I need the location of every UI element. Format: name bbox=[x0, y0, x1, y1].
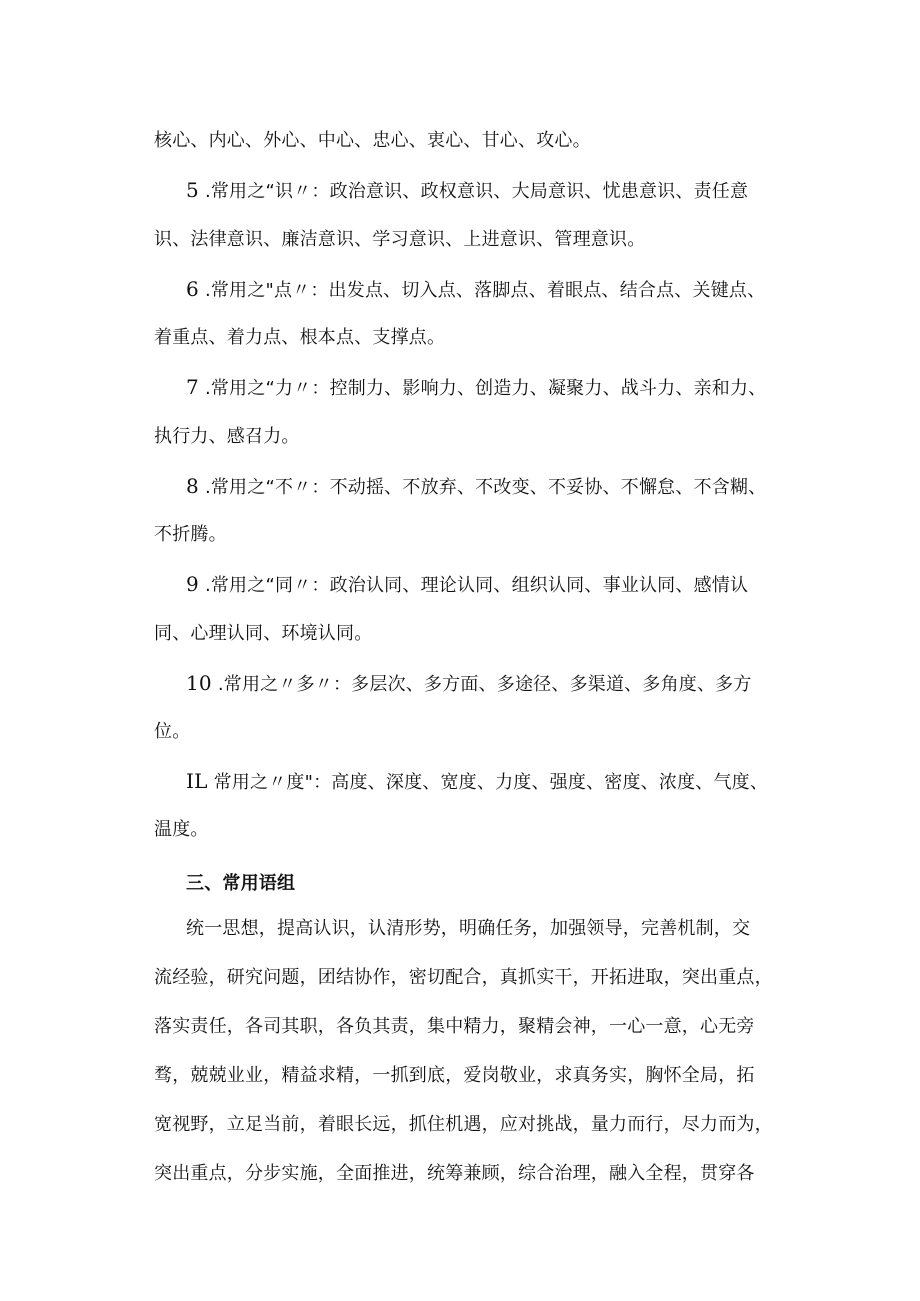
list-item-6-line-2: 着重点、着力点、根本点、支撑点。 bbox=[154, 327, 446, 348]
paragraph-line-6: 突出重点，分步实施，全面推进，统筹兼顾，综合治理，融入全程，贯穿各 bbox=[154, 1163, 755, 1184]
list-item-10-line-2: 位。 bbox=[154, 721, 191, 742]
list-item-10-line-1: 10 .常用之〃多〃：多层次、多方面、多途径、多渠道、多角度、多方 bbox=[186, 671, 752, 695]
paragraph-line-1: 统一思想，提高认识，认清形势，明确任务，加强领导，完善机制，交 bbox=[186, 918, 751, 939]
paragraph-line-2: 流经验，研究问题，团结协作，密切配合，真抓实干，开拓进取，突出重点， bbox=[154, 967, 773, 988]
paragraph-line-3: 落实责任，各司其职，各负其责，集中精力，聚精会神，一心一意，心无旁 bbox=[154, 1016, 755, 1037]
list-number: IL bbox=[186, 769, 208, 793]
list-item-5-line-1: 5 .常用之“识〃：政治意识、政权意识、大局意识、忧患意识、责任意 bbox=[186, 178, 749, 202]
section-heading: 三、常用语组 bbox=[186, 873, 296, 894]
list-number: 7 bbox=[186, 375, 199, 399]
list-item-9-line-2: 同、心理认同、环境认同。 bbox=[154, 623, 373, 644]
list-item-7-line-1: 7 .常用之“力〃：控制力、影响力、创造力、凝聚力、战斗力、亲和力、 bbox=[186, 375, 767, 399]
list-number: 5 bbox=[186, 178, 199, 202]
list-number: 10 bbox=[186, 671, 212, 695]
list-item-8-line-1: 8 .常用之“不〃：不动摇、不放弃、不改变、不妥协、不懈怠、不含糊、 bbox=[186, 474, 767, 498]
list-item-5-line-2: 识、法律意识、廉洁意识、学习意识、上进意识、管理意识。 bbox=[154, 229, 646, 250]
list-item-8-line-2: 不折腾。 bbox=[154, 524, 227, 545]
list-item-7-line-2: 执行力、感召力。 bbox=[154, 426, 300, 447]
list-number: 6 bbox=[186, 277, 199, 301]
list-number: 9 bbox=[186, 572, 199, 596]
list-number: 8 bbox=[186, 474, 199, 498]
list-item-11-line-1: IL 常用之〃度"：高度、深度、宽度、力度、强度、密度、浓度、气度、 bbox=[186, 769, 769, 793]
list-item-11-line-2: 温度。 bbox=[154, 819, 209, 840]
text-line-1: 核心、内心、外心、中心、忠心、衷心、甘心、攻心。 bbox=[154, 130, 591, 151]
paragraph-line-5: 宽视野，立足当前，着眼长远，抓住机遇，应对挑战，量力而行，尽力而为， bbox=[154, 1114, 773, 1135]
list-item-6-line-1: 6 .常用之"点〃：出发点、切入点、落脚点、着眼点、结合点、关键点、 bbox=[186, 277, 766, 301]
list-item-9-line-1: 9 .常用之“同〃：政治认同、理论认同、组织认同、事业认同、感情认 bbox=[186, 572, 749, 596]
paragraph-line-4: 骛，兢兢业业，精益求精，一抓到底，爱岗敬业，求真务实，胸怀全局，拓 bbox=[154, 1065, 755, 1086]
